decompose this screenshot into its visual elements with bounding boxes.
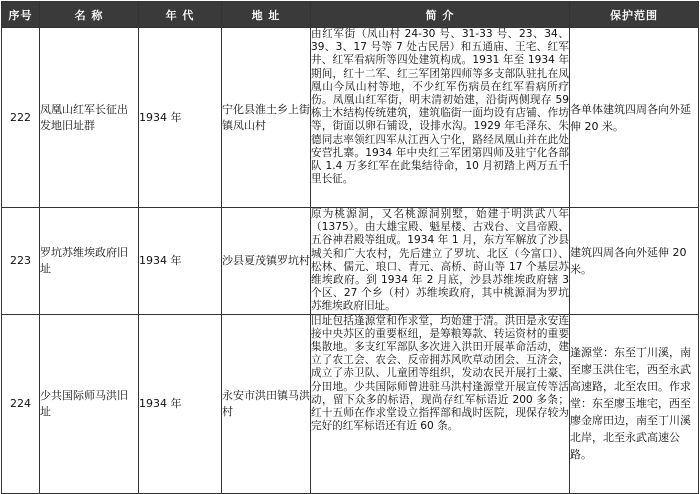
cell-scope: 各单体建筑四周各向外延伸 20 米。 <box>570 28 699 208</box>
heritage-site-table <box>1 1 699 494</box>
header-name: 名 称 <box>40 2 139 28</box>
header-no: 序号 <box>2 2 40 28</box>
cell-no: 224 <box>2 314 40 493</box>
table-row <box>2 314 699 493</box>
cell-no: 222 <box>2 28 40 208</box>
header-scope: 保护范围 <box>570 2 699 28</box>
cell-intro: 由红军街（凤山村 24-30 号、31-33 号、23、34、39、3、17 号等 7 处古民居）和五通庙、王宅、红军井、红军看病所等四处建筑构成。1931 年至 1934 年期间，红十二军、红三军团第四师等多支部队驻扎在凤凰山今凤山村等地，不少红军伤病员在红军看病所疗伤。凤凰山红军街，明末清初始建，沿街两侧现存 59 栋土木结构传统建筑，建筑临街一面均设有店铺、作坊等，街面以卵石铺设，设排水沟。1929 年毛泽东、朱德同志率领红四军从江西入宁化，路经凤凰山并在此处安营扎寨。1934 年中央红三军团第四师及驻宁化各部队 1.4 万多红军在此集结待命，10 月初踏上两万五千里长征。 <box>311 28 570 208</box>
header-location: 地 址 <box>222 2 311 28</box>
header-row <box>2 2 699 28</box>
cell-name: 罗坑苏维埃政府旧址 <box>40 208 139 315</box>
table-row <box>2 28 699 208</box>
cell-name: 少共国际师马洪旧址 <box>40 314 139 493</box>
cell-no: 223 <box>2 208 40 315</box>
header-era: 年 代 <box>139 2 222 28</box>
table-header <box>2 2 699 28</box>
cell-era: 1934 年 <box>139 208 222 315</box>
table-row <box>2 208 699 315</box>
cell-era: 1934 年 <box>139 28 222 208</box>
cell-scope: 建筑四周各向外延伸 20 米。 <box>570 208 699 315</box>
cell-scope: 逢源堂：东至丁川溪，南至廖玉洪住宅，西至永武高速路，北至农田。作求堂：东至廖玉堆宅，西至廖金席田边，南至丁川溪北岸，北至永武高速公路。 <box>570 314 699 493</box>
cell-location: 宁化县淮土乡上街镇凤山村 <box>222 28 311 208</box>
cell-intro: 原为桃源洞，又名桃源洞别墅，始建于明洪武八年（1375）。由大雄宝殿、魁星楼、古戏台、文昌帝殿、五谷神君殿等组成。1934 年 1 月，东方军解放了沙县城关和广大农村，先后建立了罗坑、北区（今富口）、松林、儒元、琅口、青元、高桥、莳山等 17 个基层苏维埃政府。到 1934 年 2 月底，沙县苏维埃政府辖 3 个区、27 个乡（村）苏维埃政府，其中桃源洞为罗坑苏维埃政府旧址。 <box>311 208 569 313</box>
cell-location: 永安市洪田镇马洪村 <box>222 314 311 493</box>
cell-location: 沙县夏茂镇罗坑村 <box>222 208 311 315</box>
header-intro: 简 介 <box>311 2 570 28</box>
table-body <box>2 28 699 494</box>
cell-name: 凤凰山红军长征出发地旧址群 <box>40 28 139 208</box>
cell-era: 1934 年 <box>139 314 222 493</box>
cell-intro: 旧址包括逢源堂和作求堂，均始建于清。洪田是永安连接中央苏区的重要枢纽，是筹粮筹款、转运资材的重要集散地。多支红军部队多次进入洪田开展革命活动，建立了农工会、农会、反帝拥苏风吹草动团会、互济会，成立了赤卫队、儿童团等组织，发动农民开展打土豪、分田地。少共国际师曾进驻马洪村逢源堂开展宣传等活动，留下众多的标语，现尚存红军标语近 200 多条；红十五师在作求堂设立指挥部和战时医院，现保存较为完好的红军标语还有近 60 条。 <box>311 314 570 493</box>
